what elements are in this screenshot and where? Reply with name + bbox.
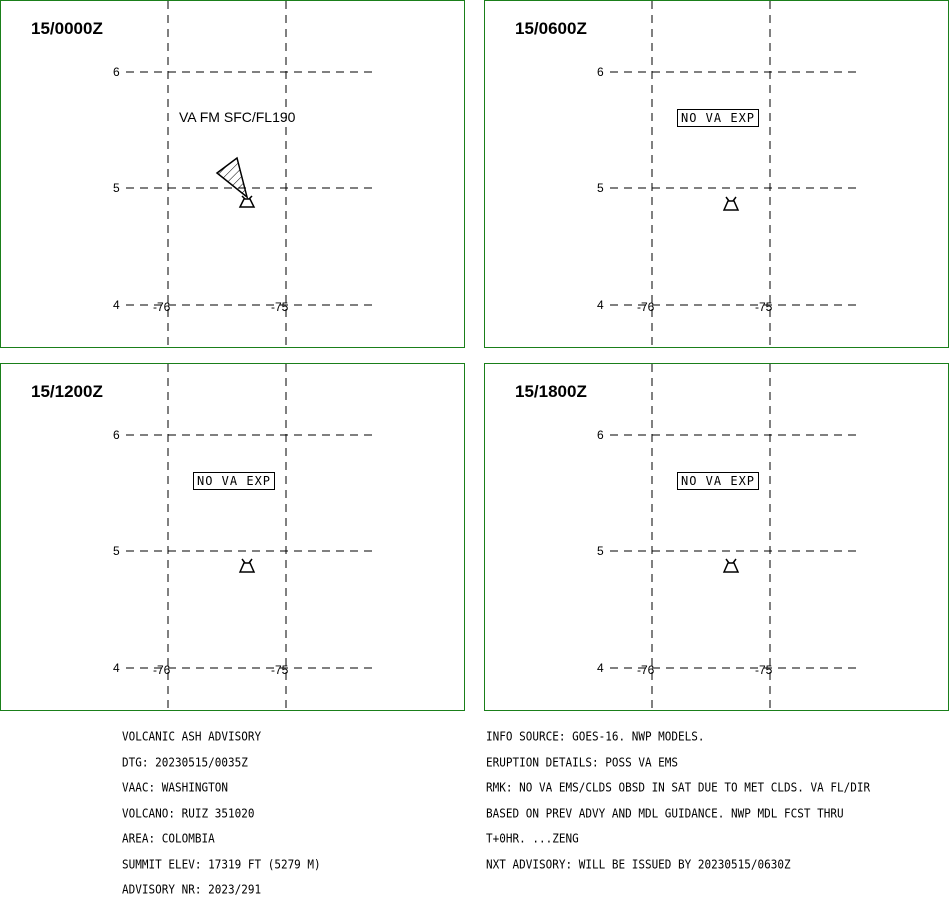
lon-tick-76: -76 bbox=[153, 663, 171, 677]
advisory-line: T+0HR. ...ZENG bbox=[486, 831, 579, 846]
lon-tick-75: -75 bbox=[271, 663, 289, 677]
lat-tick-6: 6 bbox=[113, 428, 120, 442]
map-grid bbox=[485, 364, 950, 712]
no-va-expected-label: NO VA EXP bbox=[677, 472, 759, 490]
lat-tick-5: 5 bbox=[113, 544, 120, 558]
advisory-line: SUMMIT ELEV: 17319 FT (5279 M) bbox=[122, 857, 321, 872]
forecast-panel-1800z bbox=[484, 363, 949, 711]
lat-tick-5: 5 bbox=[113, 181, 120, 195]
forecast-panel-0600z bbox=[484, 0, 949, 348]
lon-tick-75: -75 bbox=[755, 663, 773, 677]
no-va-expected-label: NO VA EXP bbox=[677, 109, 759, 127]
advisory-line: INFO SOURCE: GOES-16. NWP MODELS. bbox=[486, 729, 705, 744]
lat-tick-4: 4 bbox=[113, 298, 120, 312]
lon-tick-76: -76 bbox=[637, 300, 655, 314]
lon-tick-76: -76 bbox=[637, 663, 655, 677]
map-grid bbox=[1, 364, 466, 712]
forecast-panel-1200z bbox=[0, 363, 465, 711]
advisory-line: DTG: 20230515/0035Z bbox=[122, 755, 248, 770]
volcano-icon bbox=[724, 559, 738, 572]
va-altitude-label: VA FM SFC/FL190 bbox=[179, 109, 296, 125]
advisory-line: NXT ADVISORY: WILL BE ISSUED BY 20230515/0630Z bbox=[486, 857, 791, 872]
lat-tick-6: 6 bbox=[597, 428, 604, 442]
lat-tick-6: 6 bbox=[597, 65, 604, 79]
advisory-remarks-block bbox=[486, 716, 870, 878]
advisory-line: VAAC: WASHINGTON bbox=[122, 780, 228, 795]
volcano-icon bbox=[724, 197, 738, 210]
lat-tick-5: 5 bbox=[597, 544, 604, 558]
advisory-line: VOLCANO: RUIZ 351020 bbox=[122, 806, 255, 821]
advisory-line: BASED ON PREV ADVY AND MDL GUIDANCE. NWP MDL FCST THRU bbox=[486, 806, 844, 821]
lon-tick-76: -76 bbox=[153, 300, 171, 314]
advisory-line: ERUPTION DETAILS: POSS VA EMS bbox=[486, 755, 679, 770]
ash-cloud-polygon bbox=[217, 158, 247, 197]
lat-tick-4: 4 bbox=[597, 661, 604, 675]
panel-title: 15/1200Z bbox=[31, 382, 103, 401]
map-grid bbox=[485, 1, 950, 349]
panel-title: 15/1800Z bbox=[515, 382, 587, 401]
lat-tick-5: 5 bbox=[597, 181, 604, 195]
no-va-expected-label: NO VA EXP bbox=[193, 472, 275, 490]
lon-tick-4: 4 bbox=[597, 298, 604, 312]
lat-tick-4: 4 bbox=[113, 661, 120, 675]
advisory-line: AREA: COLOMBIA bbox=[122, 831, 215, 846]
advisory-header-block bbox=[122, 716, 321, 903]
lon-tick-75: -75 bbox=[755, 300, 773, 314]
advisory-line: ADVISORY NR: 2023/291 bbox=[122, 882, 262, 897]
lon-tick-75: -75 bbox=[271, 300, 289, 314]
panel-title: 15/0600Z bbox=[515, 19, 587, 38]
forecast-panel-0000z bbox=[0, 0, 465, 348]
lat-tick-6: 6 bbox=[113, 65, 120, 79]
panel-title: 15/0000Z bbox=[31, 19, 103, 38]
advisory-line: VOLCANIC ASH ADVISORY bbox=[122, 729, 262, 744]
volcano-icon bbox=[240, 559, 254, 572]
map-grid bbox=[1, 1, 466, 349]
advisory-line: RMK: NO VA EMS/CLDS OBSD IN SAT DUE TO MET CLDS. VA FL/DIR bbox=[486, 780, 871, 795]
